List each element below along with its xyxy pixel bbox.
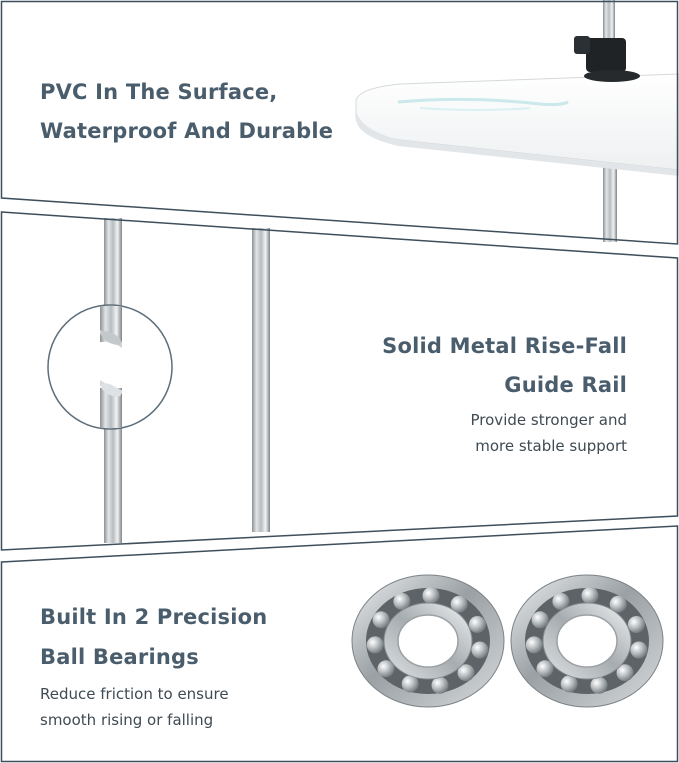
pvc-title-line-2: Waterproof And Durable (40, 119, 334, 143)
bearing-ball (630, 642, 647, 659)
bearing-title-line-1: Built In 2 Precision (40, 605, 268, 629)
pvc-title-line-1: PVC In The Surface, (40, 80, 278, 104)
ball-bearing-right (511, 575, 663, 707)
metal-rod-middle (252, 228, 270, 532)
bearing-title-line-2: Ball Bearings (40, 645, 199, 669)
rail-title-line-1: Solid Metal Rise-Fall (382, 334, 627, 358)
ball-bearing-left (352, 575, 504, 707)
bearing-ball (423, 587, 440, 604)
bearing-desc-line-2: smooth rising or falling (40, 711, 214, 729)
bearing-ball (432, 677, 449, 694)
bearing-ball (591, 677, 608, 694)
bearing-ball (582, 587, 599, 604)
bearing-ball (469, 616, 486, 633)
cross-section-magnifier (48, 305, 172, 429)
rail-desc-line-1: Provide stronger and (470, 411, 627, 429)
rail-desc-line-2: more stable support (475, 437, 627, 455)
bearing-ball (628, 616, 645, 633)
bearing-desc-line-1: Reduce friction to ensure (40, 685, 229, 703)
knob-base (584, 70, 640, 82)
pole-lower (603, 160, 617, 242)
black-knob (586, 38, 626, 72)
bearing-ball (526, 636, 543, 653)
knob-handle (574, 36, 590, 54)
bearing-ball (471, 642, 488, 659)
bearing-ball (367, 636, 384, 653)
rail-title-line-2: Guide Rail (504, 373, 627, 397)
